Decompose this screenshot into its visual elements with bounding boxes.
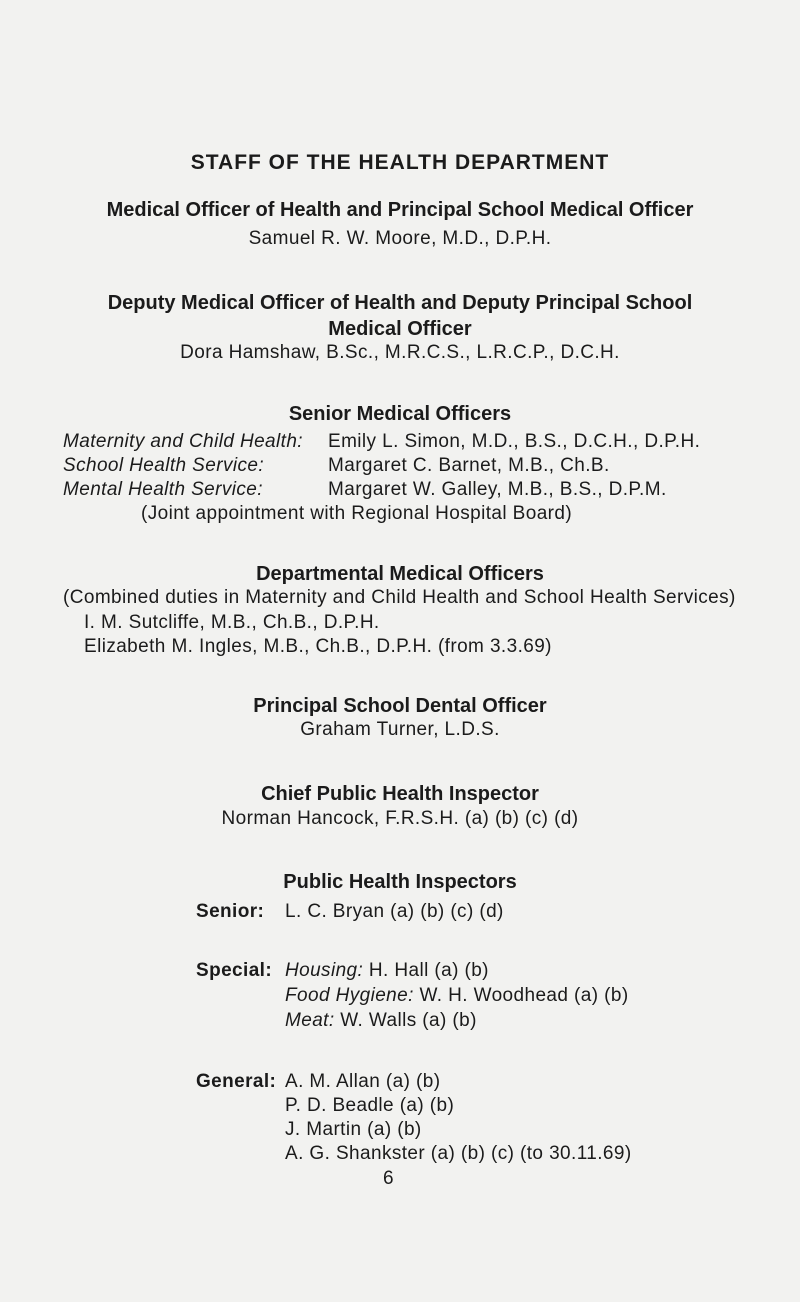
phi-general-name: A. G. Shankster (a) (b) (c) (to 30.11.69) xyxy=(285,1143,632,1164)
departmental-heading: Departmental Medical Officers xyxy=(256,563,544,585)
deputy-heading-line2: Medical Officer xyxy=(328,318,472,340)
phi-heading: Public Health Inspectors xyxy=(283,871,517,893)
senior-role: Maternity and Child Health: xyxy=(63,431,303,452)
dental-heading: Principal School Dental Officer xyxy=(253,695,547,717)
senior-note: (Joint appointment with Regional Hospital Board) xyxy=(141,503,573,524)
phi-general-name: A. M. Allan (a) (b) xyxy=(285,1071,441,1092)
moh-name: Samuel R. W. Moore, M.D., D.P.H. xyxy=(248,228,552,249)
senior-name: Emily L. Simon, M.D., B.S., D.C.H., D.P.H. xyxy=(328,431,701,452)
senior-name: Margaret C. Barnet, M.B., Ch.B. xyxy=(328,455,610,476)
phi-special-area: Food Hygiene: xyxy=(285,985,414,1006)
phi-special-label: Special: xyxy=(196,960,273,981)
departmental-note: (Combined duties in Maternity and Child Health and School Health Services) xyxy=(63,587,736,608)
page-title: STAFF OF THE HEALTH DEPARTMENT xyxy=(190,151,610,174)
phi-special-entry xyxy=(285,985,629,1007)
chief-phi-heading: Chief Public Health Inspector xyxy=(261,783,539,805)
senior-name: Margaret W. Galley, M.B., B.S., D.P.M. xyxy=(328,479,667,500)
departmental-name: I. M. Sutcliffe, M.B., Ch.B., D.P.H. xyxy=(84,612,380,633)
deputy-heading-line1: Deputy Medical Officer of Health and Deputy Principal School xyxy=(107,292,693,314)
dental-name: Graham Turner, L.D.S. xyxy=(300,719,500,740)
senior-role: Mental Health Service: xyxy=(63,479,263,500)
phi-special-name: W. H. Woodhead (a) (b) xyxy=(419,985,629,1006)
phi-special-entry xyxy=(285,960,489,982)
phi-general-label: General: xyxy=(196,1071,277,1092)
phi-special-name: W. Walls (a) (b) xyxy=(340,1010,477,1031)
deputy-name: Dora Hamshaw, B.Sc., M.R.C.S., L.R.C.P., D.C.H. xyxy=(180,342,620,363)
moh-heading: Medical Officer of Health and Principal School Medical Officer xyxy=(106,199,694,221)
page-number: 6 xyxy=(383,1168,394,1189)
senior-role: School Health Service: xyxy=(63,455,265,476)
departmental-name: Elizabeth M. Ingles, M.B., Ch.B., D.P.H. (from 3.3.69) xyxy=(84,636,552,657)
phi-special-area: Meat: xyxy=(285,1010,335,1031)
chief-phi-name: Norman Hancock, F.R.S.H. (a) (b) (c) (d) xyxy=(221,808,579,829)
senior-heading: Senior Medical Officers xyxy=(288,403,512,425)
phi-special-entry xyxy=(285,1010,477,1032)
phi-special-area: Housing: xyxy=(285,960,364,981)
phi-general-name: P. D. Beadle (a) (b) xyxy=(285,1095,455,1116)
phi-senior-label: Senior: xyxy=(196,901,265,922)
phi-special-name: H. Hall (a) (b) xyxy=(368,960,489,981)
phi-general-name: J. Martin (a) (b) xyxy=(285,1119,422,1140)
phi-senior-name: L. C. Bryan (a) (b) (c) (d) xyxy=(285,901,504,922)
